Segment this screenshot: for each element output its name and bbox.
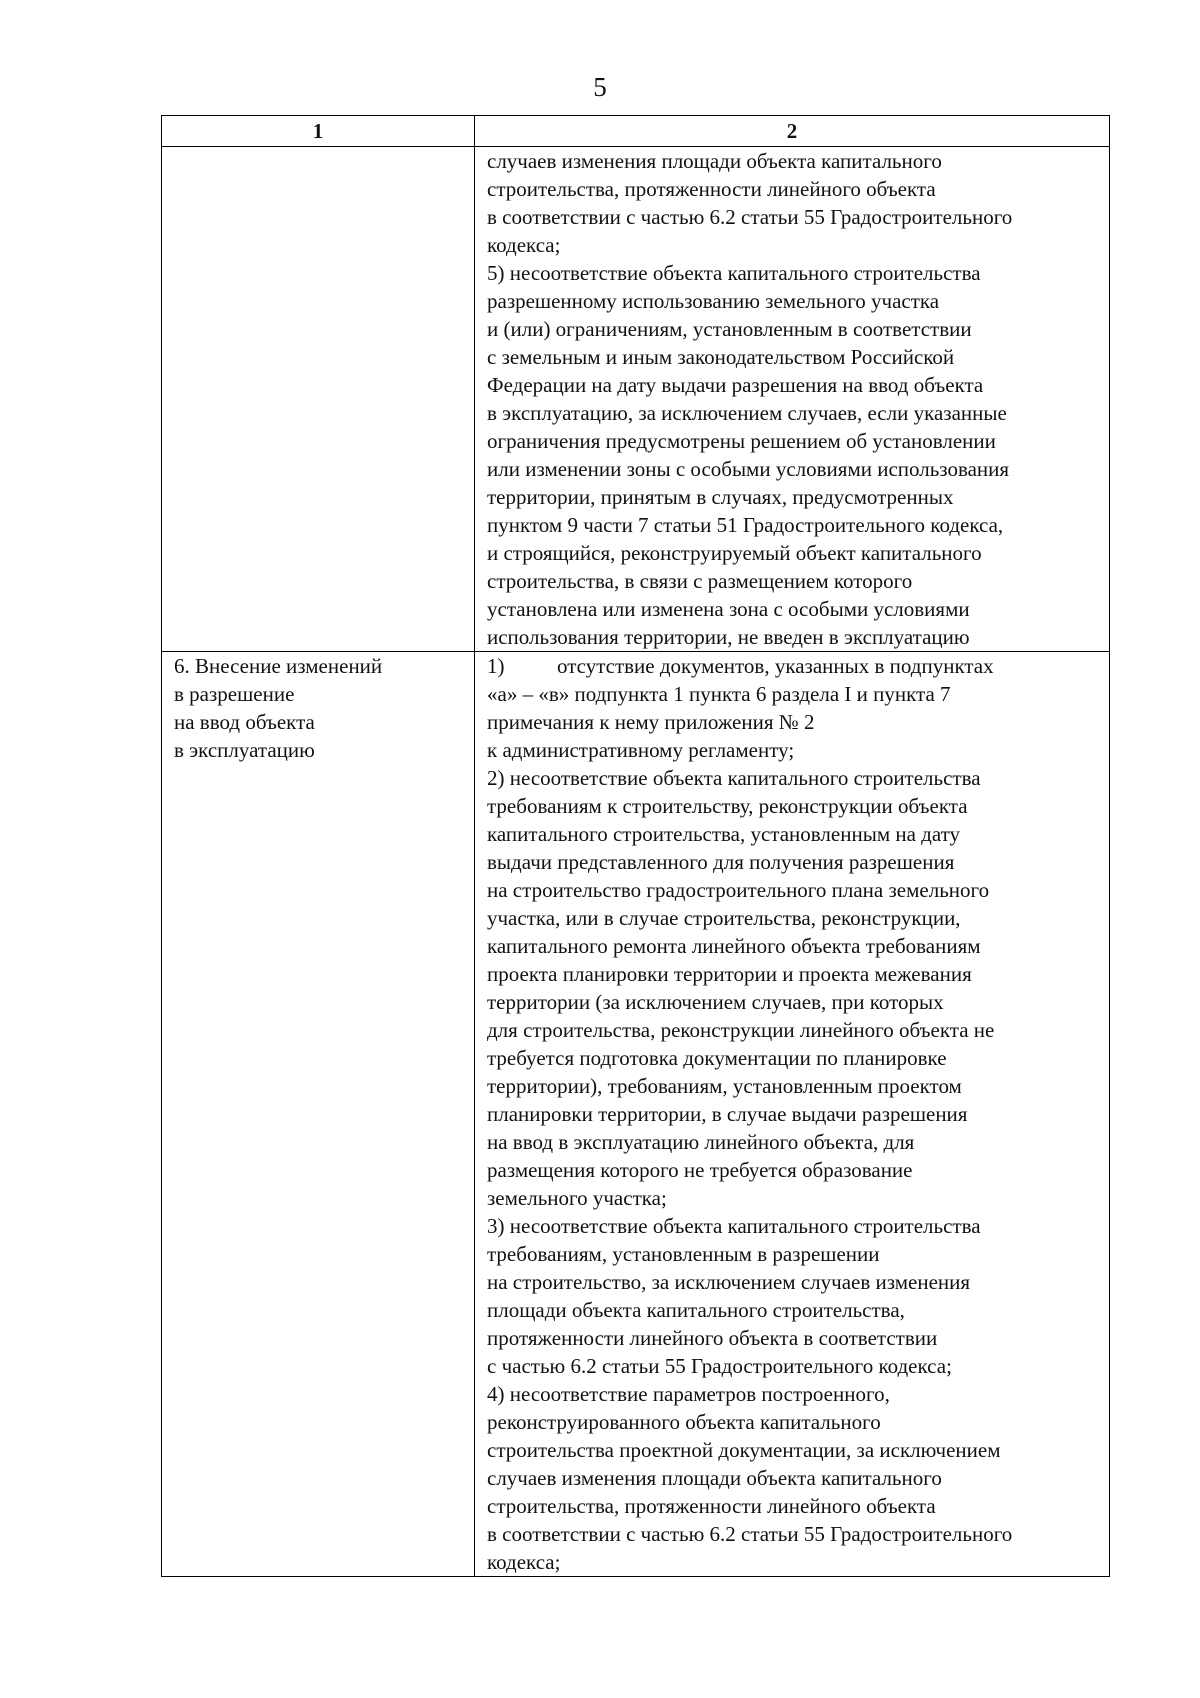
text-line: требуется подготовка документации по планировке xyxy=(487,1046,947,1070)
header-row xyxy=(162,116,1110,147)
text-line: разрешенному использованию земельного участка xyxy=(487,289,940,313)
text-line: планировки территории, в случае выдачи разрешения xyxy=(487,1102,968,1126)
document-table xyxy=(161,115,1110,1577)
text-line: в эксплуатацию xyxy=(174,738,315,762)
text-line: установлена или изменена зона с особыми условиями xyxy=(487,597,970,621)
text-line: земельного участка; xyxy=(487,1186,667,1210)
text-line: 4) несоответствие параметров построенного, xyxy=(487,1382,890,1406)
text-line: выдачи представленного для получения разрешения xyxy=(487,850,955,874)
text-line: на строительство градостроительного плана земельного xyxy=(487,878,990,902)
text-line: Федерации на дату выдачи разрешения на ввод объекта xyxy=(487,373,984,397)
text-line: 2) несоответствие объекта капитального строительства xyxy=(487,766,981,790)
text-line: территории), требованиям, установленным проектом xyxy=(487,1074,962,1098)
text-line: в эксплуатацию, за исключением случаев, если указанные xyxy=(487,401,1007,425)
text-line: протяженности линейного объекта в соответствии xyxy=(487,1326,938,1350)
text-line: 6. Внесение изменений xyxy=(174,654,383,678)
text-line: случаев изменения площади объекта капитального xyxy=(487,149,942,173)
text-line: 5) несоответствие объекта капитального строительства xyxy=(487,261,981,285)
text-line: примечания к нему приложения № 2 xyxy=(487,710,815,734)
table-row xyxy=(162,652,1110,1577)
text-line: капитального ремонта линейного объекта требованиям xyxy=(487,934,981,958)
text-line: к административному регламенту; xyxy=(487,738,795,762)
text-line: или изменении зоны с особыми условиями использования xyxy=(487,457,1010,481)
cell-procedure xyxy=(162,652,475,1577)
text-line: участка, или в случае строительства, реконструкции, xyxy=(487,906,961,930)
text-line: размещения которого не требуется образование xyxy=(487,1158,913,1182)
text-line: строительства проектной документации, за исключением xyxy=(487,1438,1001,1462)
text-line: с земельным и иным законодательством Российской xyxy=(487,345,955,369)
text-line: реконструированного объекта капитального xyxy=(487,1410,881,1434)
text-line: требованиям, установленным в разрешении xyxy=(487,1242,880,1266)
text-line: проекта планировки территории и проекта межевания xyxy=(487,962,972,986)
text-line: ограничения предусмотрены решением об установлении xyxy=(487,429,996,453)
text-line: и (или) ограничениям, установленным в соответствии xyxy=(487,317,972,341)
text-line: строительства, в связи с размещением которого xyxy=(487,569,913,593)
text-line: кодекса; xyxy=(487,233,561,257)
text-line: на ввод в эксплуатацию линейного объекта, для xyxy=(487,1130,915,1154)
text-line: в разрешение xyxy=(174,682,295,706)
text-line: капитального строительства, установленным на дату xyxy=(487,822,961,846)
text-line: на строительство, за исключением случаев изменения xyxy=(487,1270,971,1294)
cell-procedure xyxy=(162,147,475,652)
text-line: строительства, протяженности линейного объекта xyxy=(487,1494,936,1518)
text-line: с частью 6.2 статьи 55 Градостроительного кодекса; xyxy=(487,1354,952,1378)
column-header-2: 2 xyxy=(475,116,1110,147)
text-line: строительства, протяженности линейного объекта xyxy=(487,177,936,201)
text-line: на ввод объекта xyxy=(174,710,315,734)
cell-grounds xyxy=(475,147,1110,652)
text-line: в соответствии с частью 6.2 статьи 55 Градостроительного xyxy=(487,205,1013,229)
text-line: случаев изменения площади объекта капитального xyxy=(487,1466,942,1490)
text-line: территории, принятым в случаях, предусмотренных xyxy=(487,485,954,509)
text-line: пунктом 9 части 7 статьи 51 Градостроительного кодекса, xyxy=(487,513,1004,537)
page-number: 5 xyxy=(593,72,607,102)
cell-grounds xyxy=(475,652,1110,1577)
text-line: в соответствии с частью 6.2 статьи 55 Градостроительного xyxy=(487,1522,1013,1546)
table-row xyxy=(162,147,1110,652)
text-line: и строящийся, реконструируемый объект капитального xyxy=(487,541,982,565)
text-line: 1) отсутствие документов, указанных в подпунктах xyxy=(487,654,994,678)
text-line: для строительства, реконструкции линейного объекта не xyxy=(487,1018,995,1042)
text-line: требованиям к строительству, реконструкции объекта xyxy=(487,794,968,818)
text-line: площади объекта капитального строительства, xyxy=(487,1298,905,1322)
text-line: 3) несоответствие объекта капитального строительства xyxy=(487,1214,981,1238)
text-line: «а» – «в» подпункта 1 пункта 6 раздела I и пункта 7 xyxy=(487,682,951,706)
text-line: территории (за исключением случаев, при которых xyxy=(487,990,944,1014)
text-line: кодекса; xyxy=(487,1550,561,1574)
text-line: использования территории, не введен в эксплуатацию xyxy=(487,625,970,649)
column-header-1: 1 xyxy=(162,116,475,147)
